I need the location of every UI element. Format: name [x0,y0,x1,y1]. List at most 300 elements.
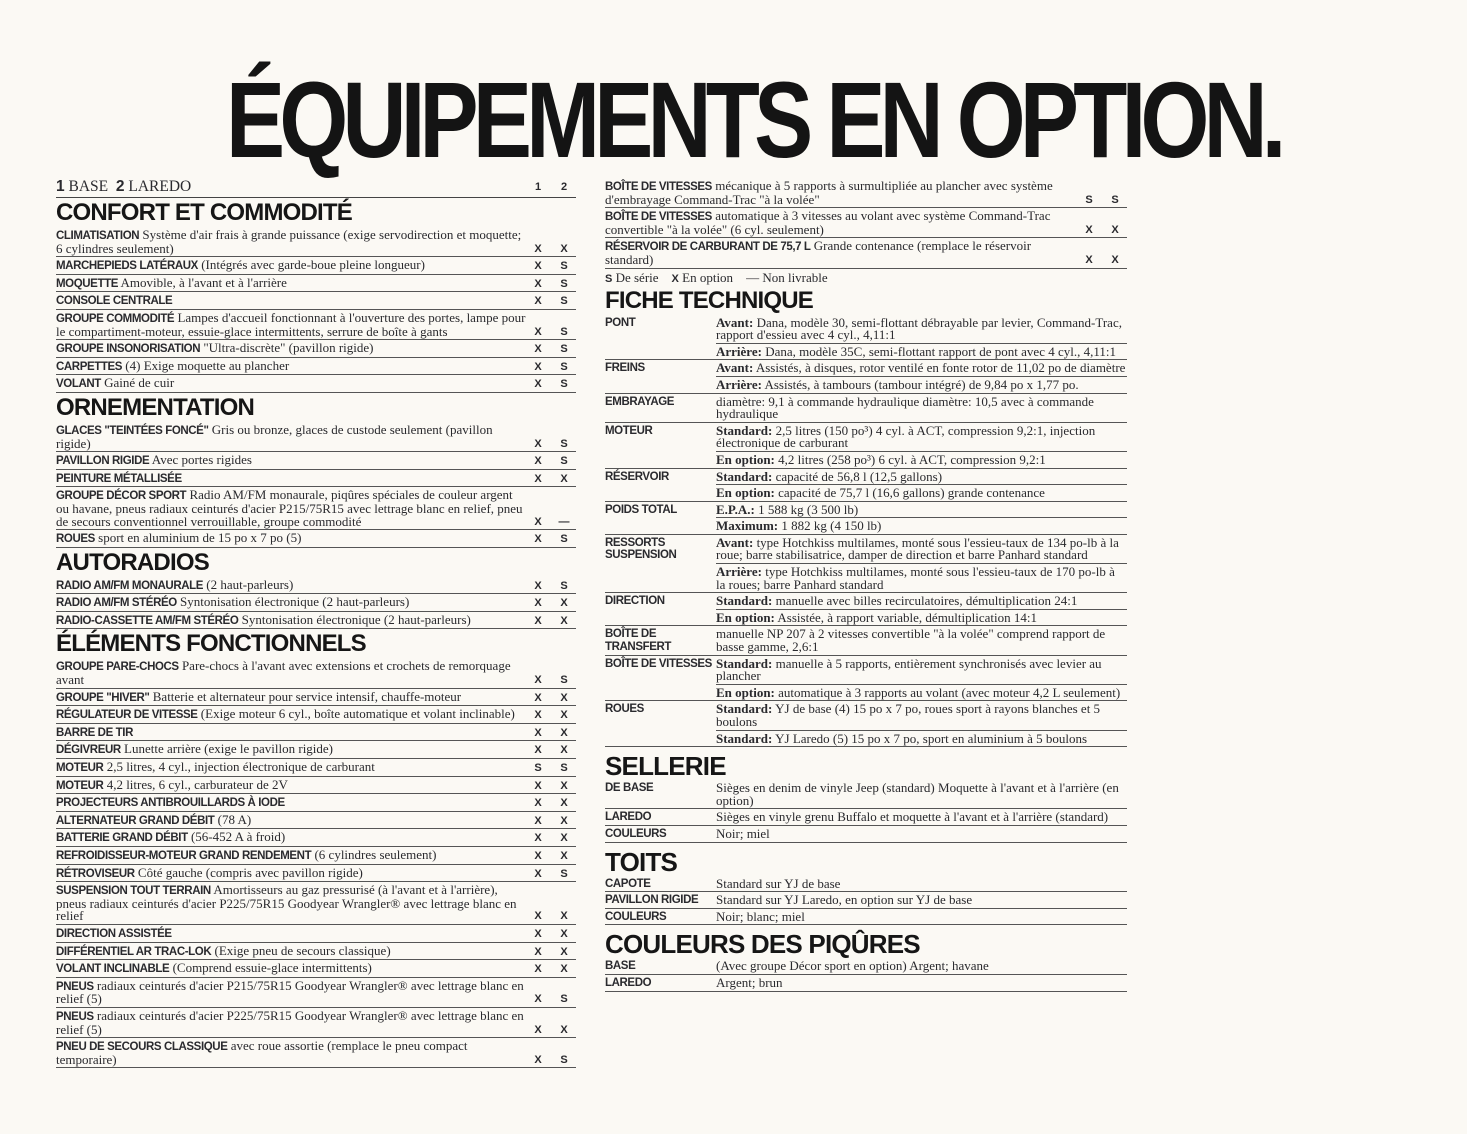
spec-value [716,731,1127,748]
option-label: MOQUETTE [56,277,118,290]
option-row [56,612,576,630]
availability-laredo: S [560,1053,568,1066]
availability-laredo: — [558,515,570,528]
option-label: PROJECTEURS ANTIBROUILLARDS À IODE [56,797,285,810]
option-text [56,1040,526,1066]
option-row [56,310,576,340]
spec-values [716,958,1127,975]
legend-s-symbol: S [605,272,613,285]
spec-label: PAVILLON RIGIDE [605,892,716,909]
spec-value-text: 1 588 kg (3 500 lb) [754,501,859,517]
option-row [56,470,576,488]
option-text [56,726,526,740]
option-label: REFROIDISSEUR-MOTEUR GRAND RENDEMENT [56,850,312,862]
option-row [605,208,1127,238]
option-text [56,927,526,941]
spec-value-text: Assistée, à rapport variable, démultiplication 14:1 [774,609,1037,625]
option-row [56,724,576,742]
spec-label: FREINS [605,360,716,393]
availability-laredo: X [560,744,568,757]
option-text [56,761,526,775]
spec-row [605,502,1127,535]
option-label: BOÎTE DE VITESSES [605,211,712,224]
option-row [56,1008,576,1038]
spec-value [716,394,1127,423]
spec-value-text: (Avec groupe Décor sport en option) Argent; havane [716,958,989,974]
availability-base: X [534,614,542,627]
availability-laredo: X [560,597,568,610]
spec-label: ROUES [605,701,716,747]
availability-laredo: S [560,360,568,373]
spec-value [716,626,1127,655]
spec-value-text: Sièges en denim de vinyle Jeep (standard) Moquette à l'avant et à l'arrière (en option) [716,780,1119,808]
option-row [605,178,1127,208]
option-label: PNEUS [56,1010,94,1023]
option-text [56,229,526,255]
availability-laredo: X [560,797,568,810]
availability-base: X [534,437,542,450]
option-text [56,864,526,881]
availability-base: X [534,579,542,592]
spec-value [716,564,1127,593]
spec-value [716,780,1127,809]
spec-value-key: Arrière: [716,376,762,392]
option-label: DIFFÉRENTIEL AR TRAC-LOK [56,945,212,958]
option-label: PEINTURE MÉTALLISÉE [56,472,182,485]
spec-value-text: manuelle NP 207 à 2 vitesses convertible "à la volée" comprend rapport de basse gamme, 2,6:1 [716,626,1106,655]
option-label: RÉTROVISEUR [56,867,135,880]
option-text [56,796,526,810]
legend-dash-text: Non livrable [759,269,828,285]
option-text [56,377,526,391]
option-description: Côté gauche (compris avec pavillon rigide) [134,864,363,880]
spec-values [716,423,1127,469]
spec-values [716,780,1127,809]
ornementation-list [56,422,576,548]
confort-list [56,227,576,393]
option-description: sport en aluminium de 15 po x 7 po (5) [94,530,302,546]
option-description: (Exige moteur 6 cyl., boîte automatique et volant inclinable) [197,706,515,722]
spec-value [716,892,1127,909]
spec-row [605,958,1127,975]
option-description: mécanique à 5 rapports à surmultipliée au plancher avec système d'embrayage Command-Trac "à la volée" [605,178,1053,207]
availability-laredo: X [560,832,568,845]
option-text [56,708,526,722]
option-description: avec roue assortie (remplace le pneu compact temporaire) [56,1038,468,1067]
section-title-toits: TOITS [605,846,678,877]
availability-base: X [534,597,542,610]
availability-base: X [534,1023,542,1036]
availability-base: X [534,691,542,704]
option-row [56,865,576,883]
section-title-sellerie: SELLERIE [605,751,726,782]
spec-values [716,394,1127,423]
spec-value-text: Dana, modèle 30, semi-flottant débrayable par levier, Command-Trac, rapport d'essieu avec 4 cyl., 4,11:1 [716,314,1122,343]
option-row [56,978,576,1008]
option-description: (4) Exige moquette au plancher [122,357,290,373]
availability-base: X [534,993,542,1006]
option-label: MARCHEPIEDS LATÉRAUX [56,260,198,273]
spec-value [716,701,1127,730]
spec-value [716,315,1127,344]
option-text [56,596,526,610]
option-label: BATTERIE GRAND DÉBIT [56,832,188,845]
option-row [56,577,576,595]
spec-values [716,315,1127,361]
availability-laredo: X [1111,223,1119,236]
availability-base: X [534,867,542,880]
spec-values [716,535,1127,593]
availability-laredo: X [560,779,568,792]
availability-base: X [534,674,542,687]
spec-value [716,975,1127,992]
option-label: GROUPE PARE-CHOCS [56,661,179,674]
spec-value-key: Arrière: [716,564,762,580]
option-row [56,943,576,961]
option-description: radiaux ceinturés d'acier P215/75R15 Goodyear Wrangler® avec lettrage blanc en relief (5) [56,977,524,1007]
transmission-options-list [605,178,1127,269]
spec-value [716,377,1127,394]
spec-value-key: Standard: [716,730,773,746]
spec-row [605,780,1127,809]
legend-x-text: En option [678,269,734,285]
availability-base: X [534,779,542,792]
model-laredo: LAREDO [128,178,192,195]
option-label: BOÎTE DE VITESSES [605,181,712,193]
availability-laredo: X [560,963,568,976]
option-description: (78 A) [214,811,252,827]
option-label: MOTEUR [56,779,104,792]
availability-base: X [534,744,542,757]
option-description: Amovible, à l'avant et à l'arrière [117,274,287,290]
spec-value-text: Noir; blanc; miel [716,908,805,924]
option-text [56,472,526,486]
option-row [56,689,576,707]
option-label: GROUPE INSONORISATION [56,343,201,356]
spec-value [716,535,1127,564]
option-text [56,576,526,593]
option-label: DÉGIVREUR [56,744,121,757]
spec-value-key: En option: [716,684,775,700]
option-description: Système d'air frais à grande puissance (exige servodirection et moquette; 6 cylindres seulement) [56,227,522,256]
spec-value [716,593,1127,610]
option-description: (Intégrés avec garde-boue pleine longueur) [197,257,425,273]
option-row [56,777,576,795]
availability-base: X [534,850,542,862]
option-row [56,422,576,452]
option-row [56,829,576,847]
option-label: CLIMATISATION [56,230,140,242]
availability-base: X [534,295,542,308]
spec-row [605,876,1127,893]
option-description: radiaux ceinturés d'acier P225/75R15 Goodyear Wrangler® avec lettrage blanc en relief (5) [56,1007,524,1037]
option-text [56,660,526,686]
availability-base: X [534,709,542,722]
option-label: DIRECTION ASSISTÉE [56,927,172,940]
availability-base: X [534,797,542,810]
spec-value-key: Standard: [716,655,773,671]
availability-base: X [534,814,542,827]
option-description: Gris ou bronze, glaces de custode seulement (pavillon rigide) [56,421,493,451]
model-legend [56,178,576,198]
availability-base: X [1085,253,1093,266]
fiche-table [605,315,1127,748]
availability-base: X [534,1053,542,1066]
spec-row [605,593,1127,626]
spec-row [605,535,1127,593]
piqures-table [605,958,1127,991]
availability-base: X [534,910,542,923]
spec-value [716,909,1127,926]
sellerie-table [605,780,1127,842]
option-text [56,811,526,828]
spec-value [716,610,1127,627]
availability-laredo: X [560,910,568,923]
spec-value [716,809,1127,826]
spec-row [605,423,1127,469]
option-row [56,658,576,688]
spec-label: RÉSERVOIR [605,469,716,502]
option-text [56,942,526,959]
availability-base: X [534,260,542,273]
spec-row [605,826,1127,843]
section-title-autoradios: AUTORADIOS [56,548,209,576]
option-description: "Ultra-discrète" (pavillon rigide) [200,340,374,356]
spec-value-key: En option: [716,609,775,625]
availability-base: X [534,242,542,255]
spec-value-key: Avant: [716,360,754,376]
option-text [56,611,526,628]
availability-base: S [534,762,542,775]
availability-laredo: X [560,726,568,739]
spec-value-text: Standard sur YJ Laredo, en option sur YJ de base [716,892,973,908]
availability-base: X [534,927,542,940]
option-description: Lampes d'accueil fonctionnant à l'ouverture des portes, lampe pour le compartiment-moteur, essuie-glace intermittents, serrure de boîte à gants [56,309,526,339]
option-row [56,375,576,393]
elements-list [56,658,576,1068]
spec-row [605,394,1127,423]
availability-laredo: X [560,709,568,722]
spec-values [716,360,1127,393]
option-description: (2 haut-parleurs) [203,576,294,592]
availability-laredo: X [560,945,568,958]
spec-value [716,656,1127,685]
spec-values [716,892,1127,909]
option-description: 4,2 litres, 6 cyl., carburateur de 2V [103,776,288,792]
availability-laredo: X [560,814,568,827]
availability-base: X [1085,223,1093,236]
spec-value [716,958,1127,975]
option-row [56,227,576,257]
option-text [56,977,526,1007]
availability-laredo: S [560,260,568,273]
toits-table [605,876,1127,926]
availability-base: X [534,832,542,845]
spec-label: LAREDO [605,975,716,992]
availability-laredo: X [560,927,568,940]
option-text [56,309,526,339]
spec-row [605,360,1127,393]
spec-label: COULEURS [605,909,716,926]
option-label: GROUPE COMMODITÉ [56,312,175,325]
spec-value-text: capacité de 56,8 l (12,5 gallons) [772,468,943,484]
spec-value-text: capacité de 75,7 l (16,6 gallons) grande contenance [774,485,1045,501]
spec-value [716,452,1127,469]
spec-value-text: YJ Laredo (5) 15 po x 7 po, sport en aluminium à 5 boulons [772,730,1088,746]
spec-values [716,469,1127,502]
availability-laredo: S [560,343,568,356]
option-row [56,882,576,925]
spec-row [605,469,1127,502]
spec-label: MOTEUR [605,423,716,469]
option-text [56,743,526,757]
availability-laredo: S [560,579,568,592]
option-label: PNEUS [56,980,94,993]
option-text [605,210,1077,236]
option-label: GLACES "TEINTÉES FONCÉ" [56,424,209,437]
availability-base: X [534,963,542,976]
option-label: RADIO AM/FM STÉRÉO [56,597,177,610]
spec-values [716,626,1127,655]
spec-value-text: YJ de base (4) 15 po x 7 po, roues sport à rayons blanches et 5 boulons [716,701,1101,729]
spec-values [716,809,1127,826]
spec-label: CAPOTE [605,876,716,893]
spec-value-text: automatique à 3 rapports au volant (avec moteur 4,2 L seulement) [774,684,1121,700]
spec-value-text: Dana, modèle 35C, semi-flottant rapport de pont avec 4 cyl., 4,11:1 [761,343,1116,359]
option-row [56,340,576,358]
section-title-ornementation: ORNEMENTATION [56,393,255,421]
spec-value-text: diamètre: 9,1 à commande hydraulique diamètre: 10,5 avec à commande hydraulique [716,393,1094,422]
page-title: ÉQUIPEMENTS EN OPTION. [226,59,1281,180]
option-label: GROUPE "HIVER" [56,691,150,704]
spec-value-key: Standard: [716,701,773,717]
legend-dash-symbol: — [746,269,760,285]
availability-base: X [534,472,542,485]
availability-laredo: S [560,437,568,450]
option-text [56,421,526,451]
spec-row [605,626,1127,655]
spec-label: PONT [605,315,716,361]
spec-value [716,502,1127,519]
availability-laredo: S [560,867,568,880]
option-text [56,776,526,793]
spec-value [716,469,1127,486]
spec-label: COULEURS [605,826,716,843]
spec-value-text: 4,2 litres (258 po³) 6 cyl. à ACT, compression 9,2:1 [774,451,1046,467]
spec-label: BOÎTE DE TRANSFERT [605,626,716,655]
option-label: RADIO AM/FM MONAURALE [56,579,204,592]
option-label: SUSPENSION TOUT TERRAIN [56,885,211,898]
option-row [56,275,576,293]
spec-value [716,518,1127,535]
option-description: Avec portes rigides [149,452,252,468]
spec-value-text: manuelle avec billes recirculatoires, démultiplication 24:1 [772,593,1078,609]
option-text [56,342,526,356]
availability-laredo: X [560,242,568,255]
availability-laredo: X [560,1023,568,1036]
option-label: ALTERNATEUR GRAND DÉBIT [56,814,215,827]
option-row [56,530,576,548]
spec-value-text: Sièges en vinyle grenu Buffalo et moquette à l'avant et à l'arrière (standard) [716,809,1109,825]
option-text [56,688,526,705]
spec-label: POIDS TOTAL [605,502,716,535]
availability-base: X [534,277,542,290]
spec-value-key: Maximum: [716,518,779,534]
spec-value-text: 1 882 kg (4 150 lb) [778,518,882,534]
option-label: VOLANT INCLINABLE [56,963,170,976]
spec-value-key: Standard: [716,468,773,484]
option-description: (Comprend essuie-glace intermittents) [169,960,372,976]
option-row [56,487,576,530]
section-title-elements: ÉLÉMENTS FONCTIONNELS [56,630,366,658]
spec-value-text: type Hotchkiss multilames, monté sous l'essieu-taux de 170 po-lb à la roues; barre Panhard standard [716,564,1115,592]
option-row [56,358,576,376]
spec-label: EMBRAYAGE [605,394,716,423]
spec-value-key: En option: [716,485,775,501]
spec-values [716,975,1127,992]
availability-laredo: X [560,472,568,485]
availability-base: X [534,378,542,391]
option-description: Grande contenance (remplace le réservoir standard) [605,238,1032,267]
option-description: automatique à 3 vitesses au volant avec système Command-Trac convertible "à la volée" (6 cyl. seulement) [605,208,1051,237]
availability-base: X [534,455,542,468]
option-description: 2,5 litres, 4 cyl., injection électronique de carburant [103,759,375,775]
availability-base: X [534,360,542,373]
option-label: BARRE DE TIR [56,726,133,739]
option-description: Lunette arrière (exige le pavillon rigide) [120,741,334,757]
spec-value-key: Avant: [716,314,754,330]
option-text [56,831,526,845]
model-number-1: 1 [56,178,65,195]
spec-row [605,892,1127,909]
spec-row [605,701,1127,747]
availability-laredo: X [560,850,568,862]
option-description: Amortisseurs au gaz pressurisé (à l'avant et à l'arrière), pneus radiaux ceinturés d'acier P225/75R15 Goodyear Wrangler® avec lettrage blanc en relief [56,882,517,924]
availability-base: X [534,515,542,528]
availability-base: X [534,945,542,958]
availability-laredo: S [560,378,568,391]
spec-label: DE BASE [605,780,716,809]
availability-laredo: X [1111,253,1119,266]
option-row [56,594,576,612]
option-row [56,1038,576,1068]
availability-laredo: X [560,691,568,704]
spec-value [716,826,1127,843]
spec-label: RESSORTS SUSPENSION [605,535,716,593]
availability-laredo: S [1111,193,1119,206]
legend-x-symbol: X [671,272,679,285]
option-text [56,489,526,528]
availability-laredo: S [560,674,568,687]
spec-value-key: En option: [716,451,775,467]
option-label: RÉSERVOIR DE CARBURANT DE 75,7 L [605,241,811,254]
availability-legend [605,271,1127,286]
spec-value-text: manuelle à 5 rapports, entièrement synchronisés avec levier au plancher [716,655,1102,684]
option-description: Syntonisation électronique (2 haut-parleurs) [176,594,410,610]
option-description: Radio AM/FM monaurale, piqûres spéciales de couleur argent ou havane, pneus radiaux ceinturés d'acier P215/75R15 avec lettrage blanc en relief, pneu de secours conventionnel verrouillable, groupe commodité [56,487,523,529]
spec-value-key: E.P.A.: [716,501,755,517]
spec-value-text: type Hotchkiss multilames, monté sous l'essieu-taux de 134 po-lb à la roue; barre stabilisatrice, damper de direction et barre Panhard standard [716,534,1119,563]
option-text [56,454,526,468]
section-title-fiche: FICHE TECHNIQUE [605,286,814,314]
option-row [56,847,576,865]
availability-base: X [534,726,542,739]
option-label: PNEU DE SECOURS CLASSIQUE [56,1041,228,1054]
option-description: (Exige pneu de secours classique) [211,942,391,958]
option-label: RADIO-CASSETTE AM/FM STÉRÉO [56,614,239,627]
autoradios-list [56,577,576,630]
model-base: BASE [68,178,109,195]
